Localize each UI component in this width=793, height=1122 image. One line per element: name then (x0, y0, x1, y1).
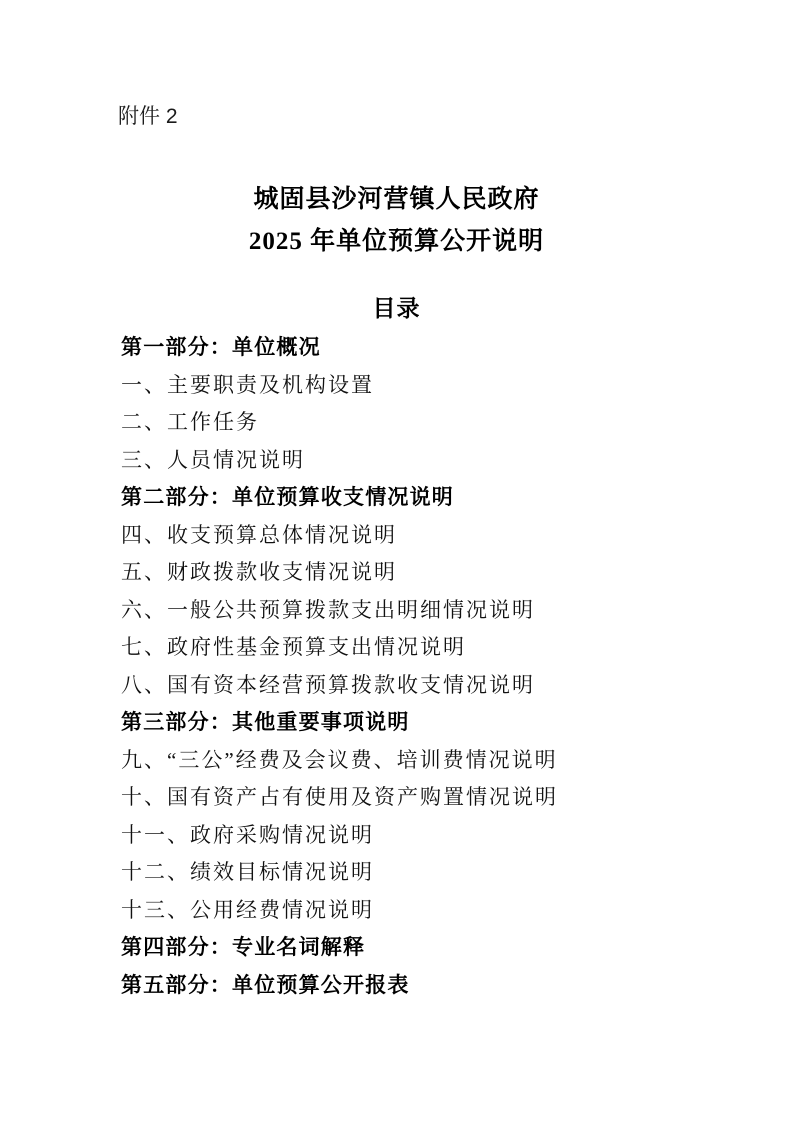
toc-item-7: 七、政府性基金预算支出情况说明 (121, 635, 466, 659)
toc-item-6: 六、一般公共预算拨款支出明细情况说明 (121, 597, 535, 622)
document-title (120, 179, 673, 263)
toc-item-9: 九、“三公”经费及会议费、培训费情况说明 (121, 747, 558, 772)
toc-section-part2: 第二部分：单位预算收支情况说明 (121, 486, 454, 509)
toc-item-3: 三、人员情况说明 (121, 447, 305, 472)
toc-item-8: 八、国有资本经营预算拨款收支情况说明 (121, 672, 535, 697)
table-of-contents (121, 329, 743, 1004)
document-title-line1: 城固县沙河营镇人民政府 (253, 186, 540, 213)
toc-item-5: 五、财政拨款收支情况说明 (121, 560, 397, 584)
toc-item-10: 十、国有资产占有使用及资产购置情况说明 (121, 785, 558, 809)
toc-item-13: 十三、公用经费情况说明 (121, 897, 374, 922)
toc-section-part5: 第五部分：单位预算公开报表 (121, 973, 410, 997)
toc-section-part1: 第一部分：单位概况 (121, 336, 321, 359)
document-title-line2: 2025 年单位预算公开说明 (248, 228, 545, 255)
toc-item-2: 二、工作任务 (121, 410, 259, 434)
toc-item-12: 十二、绩效目标情况说明 (121, 860, 374, 884)
toc-section-part4: 第四部分：专业名词解释 (121, 936, 366, 959)
toc-section-part3: 第三部分：其他重要事项说明 (121, 711, 410, 734)
toc-heading: 目录 (372, 295, 421, 321)
toc-item-1: 一、主要职责及机构设置 (121, 372, 374, 397)
toc-item-11: 十一、政府采购情况说明 (121, 822, 374, 847)
attachment-label: 附件 2 (118, 105, 178, 128)
toc-item-4: 四、收支预算总体情况说明 (121, 522, 397, 547)
